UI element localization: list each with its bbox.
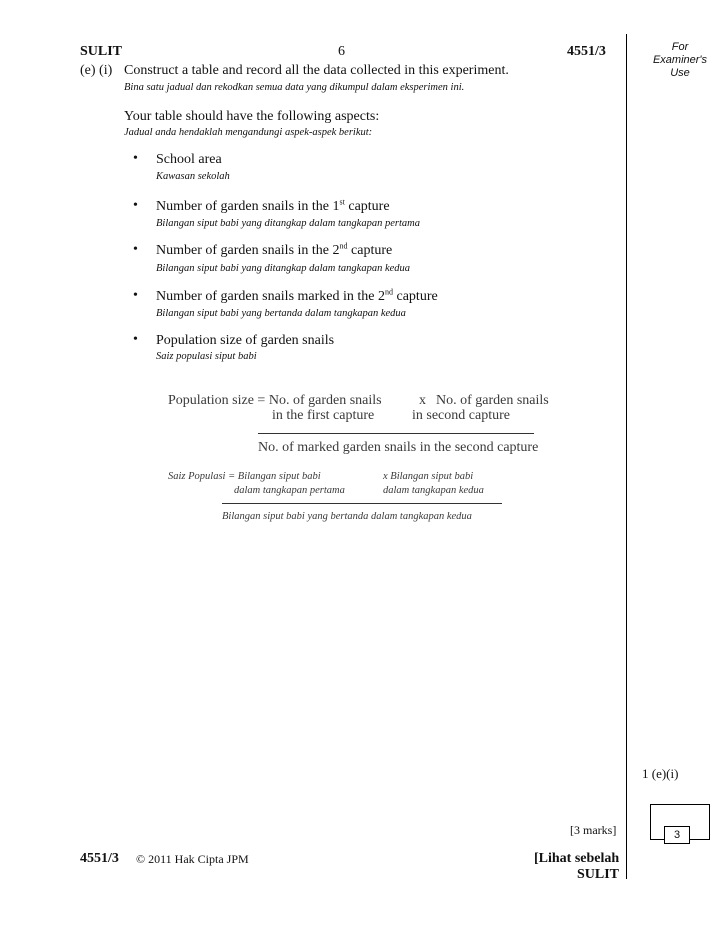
- examiner-use-line-2: Examiner's: [652, 54, 708, 66]
- bullet-icon: •: [133, 198, 138, 213]
- bullet-2-en: Number of garden snails in the 1st capture: [156, 197, 390, 214]
- bullet-1-en: School area: [156, 152, 222, 167]
- formula-en-term2: No. of garden snails: [436, 393, 549, 408]
- examiner-use-line-1: For: [671, 41, 689, 53]
- bullet-4-en: Number of garden snails marked in the 2nd capture: [156, 287, 438, 304]
- bullet-icon: •: [133, 151, 138, 166]
- bullet-2-ms: Bilangan siput babi yang ditangkap dalam tangkapan pertama: [156, 218, 420, 229]
- header-sulit: SULIT: [80, 44, 123, 59]
- footer-code: 4551/3: [80, 851, 119, 866]
- question-reference: 1 (e)(i): [642, 766, 679, 781]
- page-number: 6: [338, 44, 345, 59]
- score-box: 3: [664, 826, 690, 844]
- bullet-4-ms: Bilangan siput babi yang bertanda dalam tangkapan kedua: [156, 308, 406, 319]
- footer-copyright: © 2011 Hak Cipta JPM: [136, 852, 249, 866]
- formula-ms-term1-line2: dalam tangkapan pertama: [234, 485, 345, 496]
- footer-turn-over: [Lihat sebelah: [534, 851, 620, 866]
- formula-en-denominator: No. of marked garden snails in the second capture: [258, 440, 539, 455]
- formula-en-term1-line2: in the first capture: [272, 408, 375, 423]
- formula-ms-term2: x Bilangan siput babi: [383, 471, 474, 482]
- examiner-use-label: [640, 41, 720, 80]
- bullet-5-en: Population size of garden snails: [156, 333, 335, 348]
- examiner-column-divider: [626, 34, 627, 879]
- bullet-3-en: Number of garden snails in the 2nd capture: [156, 241, 393, 258]
- bullet-icon: •: [133, 242, 138, 257]
- formula-ms-fraction-bar: [222, 503, 502, 504]
- aspects-en: Your table should have the following aspects:: [124, 109, 380, 124]
- bullet-1-ms: Kawasan sekolah: [156, 171, 230, 182]
- formula-en-fraction-bar: [258, 433, 534, 434]
- bullet-icon: •: [133, 288, 138, 303]
- formula-en-term2-line2: in second capture: [412, 408, 510, 423]
- aspects-ms: Jadual anda hendaklah mengandungi aspek-aspek berikut:: [124, 127, 373, 138]
- header-code: 4551/3: [567, 44, 606, 59]
- question-number: (e) (i): [80, 63, 113, 78]
- instruction-ms: Bina satu jadual dan rekodkan semua data yang dikumpul dalam eksperimen ini.: [124, 82, 465, 93]
- formula-ms-denominator: Bilangan siput babi yang bertanda dalam tangkapan kedua: [222, 511, 472, 522]
- formula-ms-term2-line2: dalam tangkapan kedua: [383, 485, 484, 496]
- formula-en-lhs: Population size = No. of garden snails: [168, 393, 382, 408]
- instruction-en: Construct a table and record all the data collected in this experiment.: [124, 63, 509, 78]
- formula-ms-lhs: Saiz Populasi = Bilangan siput babi: [168, 471, 321, 482]
- marks-label: [3 marks]: [570, 823, 617, 837]
- examiner-use-line-3: Use: [670, 67, 690, 79]
- bullet-3-ms: Bilangan siput babi yang ditangkap dalam tangkapan kedua: [156, 263, 411, 274]
- bullet-icon: •: [133, 332, 138, 347]
- formula-en-times: x: [419, 393, 426, 408]
- bullet-5-ms: Saiz populasi siput babi: [156, 351, 257, 362]
- footer-sulit: SULIT: [577, 867, 620, 882]
